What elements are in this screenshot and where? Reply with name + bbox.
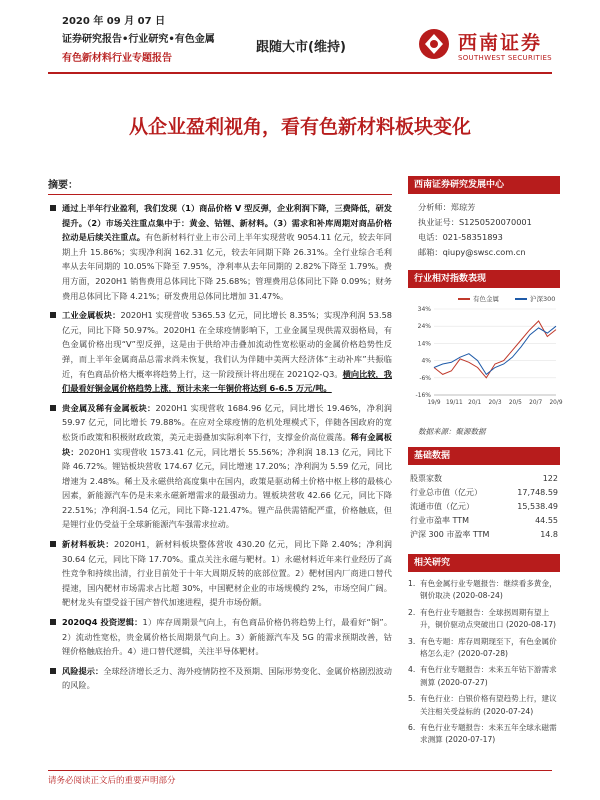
related-item-text: 有色专题：库存周期现至下，有色金属价格怎么走？(2020-07-28) [420, 636, 557, 658]
abstract-label: 摘要： [48, 176, 392, 195]
analyst-email[interactable]: 邮箱：qiupy@swsc.com.cn [418, 247, 526, 257]
related-heading: 相关研究 [408, 554, 560, 572]
y-tick-label: -16% [415, 392, 431, 399]
x-tick-label: 20/7 [529, 400, 543, 406]
abstract-paragraph [48, 201, 392, 303]
paragraph-body: 全球经济增长乏力、海外疫情防控不及预期、国际形势变化、金属价格剧烈波动的风险。 [62, 665, 392, 691]
sidebar [408, 176, 563, 751]
paragraph-lead: 风险提示： [62, 665, 104, 676]
paragraph-lead: 2020Q4 投资逻辑： [62, 617, 143, 628]
report-header [0, 0, 600, 88]
logo-text-cn: 西南证券 [458, 32, 543, 54]
abstract-section [48, 176, 392, 698]
basic-data-label: 沪深 300 市盈率 TTM [410, 530, 490, 540]
footer-disclaimer: 请务必阅读正文后的重要声明部分 [48, 776, 176, 786]
y-tick-label: 4% [421, 357, 431, 365]
report-subtitle: 有色新材料行业专题报告 [62, 53, 172, 64]
legend-swatch [515, 298, 527, 300]
related-item-number: 1. [408, 578, 416, 588]
x-tick-label: 20/9 [549, 400, 563, 406]
analyst-license: 执业证号：S1250520070001 [418, 217, 532, 227]
x-tick-label: 20/3 [488, 400, 502, 406]
legend-swatch [458, 298, 470, 300]
series-line [434, 321, 556, 378]
chart-legend [458, 294, 560, 303]
basic-data-table [408, 471, 560, 542]
header-divider [48, 72, 552, 74]
basic-data-value: 122 [542, 473, 558, 483]
related-research-item[interactable] [408, 578, 560, 603]
legend-label: 沪深300 [530, 295, 556, 303]
rating: 跟随大市(维持) [256, 40, 346, 55]
paragraph-lead-2: 稀有金属板块： [62, 431, 392, 457]
legend-item [515, 294, 555, 303]
basic-data-row [408, 485, 560, 499]
legend-item [458, 294, 499, 303]
basic-data-row [408, 528, 560, 542]
report-category: 证券研究报告•行业研究•有色金属 [62, 34, 215, 45]
paragraph-body: 2020H1 实现营收 1684.96 亿元，同比增长 19.46%，净利润 59.97 亿元，同比增长 79.88%。在应对全球疫情的危机处理模式下，伴随各国政府的宽松货币政策和积极财政政策，美元走弱叠加实际利率下行，支撑金价高位震荡。 [62, 402, 392, 442]
x-tick-label: 20/5 [508, 400, 522, 406]
basic-data-label: 行业市盈率 TTM [410, 516, 470, 526]
related-item-number: 6. [408, 723, 416, 732]
relative-index-chart [408, 294, 563, 422]
paragraph-lead: 工业金属板块： [62, 310, 121, 321]
footer-divider [48, 770, 552, 771]
abstract-paragraph [48, 664, 392, 693]
related-research-item[interactable] [408, 722, 560, 747]
paragraph-highlight: 横向比较，我们最看好铜金属价格趋势上涨，预计未来一年铜价将达到 6-6.5 万元/吨。 [62, 368, 392, 394]
y-tick-label: 34% [417, 306, 431, 313]
basic-data-label: 行业总市值（亿元） [410, 487, 482, 497]
bullet-icon [50, 541, 56, 547]
related-item-text: 有色行业专题报告：未来五年钴下游需求测算 (2020-07-27) [420, 665, 557, 687]
paragraph-body: 2020H1，新材料板块整体营收 430.20 亿元，同比下降 2.40%；净利润 30.64 亿元，同比下降 17.70%。重点关注永磁与靶材。1）永磁材料近年来行业经历了高性竞争和持续出清，行业目前处于十年大周期反转的底部位置。2）靶材国内厂商进口替代提速，国内靶材市场需求占比超 30%，中国靶材企业的市场规模约 2%，市场空间广阔。靶材龙头有望受益于国产替代加速进程，提升市场份额。 [62, 539, 392, 608]
chart-source: 数据来源：聚源数据 [418, 427, 486, 436]
basic-data-value: 17,748.59 [517, 487, 558, 497]
logo-emblem-icon [418, 28, 450, 60]
related-research-list [408, 578, 560, 747]
related-research-item[interactable] [408, 664, 560, 689]
chart-plot [408, 303, 563, 415]
abstract-paragraph [48, 401, 392, 532]
paragraph-body-2: 2020H1 实现营收 1573.41 亿元，同比增长 55.56%；净利润 18.13 亿元，同比下降 46.72%。锂钴板块营收 174.67 亿元，同比增速 17.20%；净利润为 5.59 亿元，同比增速为 2.48%。稀土及永磁供给高度集中在国内，政策是驱动稀土价格中枢上移的最核心因素，新能源汽车仍是未来永磁新增需求的最强动力。锂板块营收 42.66 亿元，同比下降 22.51%；净利润-1.54 亿元，同比下降-121.47%。锂产品供需错配严重，价格触底，但是锂行业仍受益于全球新能源汽车强需求拉动。 [62, 446, 392, 530]
bullet-icon [50, 668, 56, 674]
related-item-number: 3. [408, 636, 416, 646]
paragraph-body: 2020H1 实现营收 5365.53 亿元，同比增长 8.35%；实现净利润 53.58 亿元，同比下降 50.97%。2020H1 在全球疫情影响下，工业金属呈现供需双弱格局，有色金属价格出现“V”型反弹，这是由于供给冲击叠加流动性宽松驱动的金属价格趋势性反弹，而上半年金属商品总需求尚未恢复，我们认为伴随中美两大经济体“主动补库”共振临近，有色商品价格大概率将趋势上行，这一阶段预计将出现在 2021Q2-Q3。 [62, 310, 392, 379]
bullet-icon [50, 405, 56, 411]
bullet-icon [50, 205, 56, 211]
bullet-icon [50, 312, 56, 318]
related-item-text: 有色金属行业专题报告：继续看多黄金，钢价取决 (2020-08-24) [420, 578, 557, 601]
related-item-number: 5. [408, 694, 416, 704]
related-research-item[interactable] [408, 607, 560, 632]
basic-data-label: 流通市值（亿元） [410, 501, 474, 511]
logo-text-en: SOUTHWEST SECURITIES [458, 54, 552, 62]
bullet-icon [50, 619, 56, 625]
analyst-phone: 电话：021-58351893 [418, 232, 503, 242]
basic-data-value: 14.8 [540, 530, 558, 540]
paragraph-body: 有色新材料行业上市公司上半年实现营收 9054.11 亿元，较去年同期上升 15.86%；实现净利润 162.31 亿元，较去年同期下降 26.31%。全行业综合毛利率从去年同期的 10.05%下降至 7.95%，净利率从去年同期的 2.82%下降至 1.79%。费用方面，2020H1 销售费用总体同比下降 25.68%；管理费用总体同比下降 0.09%；财务费用总体同比下降 4.21%；研发费用总体同比增加 31.47%。 [62, 232, 392, 301]
related-item-number: 2. [408, 607, 416, 617]
basic-data-row [408, 499, 560, 513]
basic-data-heading: 基础数据 [408, 447, 560, 465]
y-tick-label: 24% [417, 323, 431, 331]
paragraph-lead: 新材料板块： [62, 539, 114, 550]
company-logo [418, 24, 558, 68]
analyst-info [408, 200, 560, 260]
related-research-item[interactable] [408, 636, 560, 661]
basic-data-value: 15,538.49 [517, 501, 558, 511]
related-item-number: 4. [408, 665, 416, 675]
chart-heading: 行业相对指数表现 [408, 270, 560, 288]
x-tick-label: 19/9 [427, 400, 441, 406]
related-item-text: 有色行业专题报告：未来五年全球永磁需求测算 (2020-07-17) [420, 723, 557, 745]
paragraph-body: 1）库存周期景气向上，有色商品价格仍将趋势上行，最看好“铜”。2）流动性宽松，贵金属价格长周期景气向上。3）新能源汽车及 5G 的需求预期改善，钴锂价格触底抬升。4）进口替代逻辑，关注半导体靶材。 [62, 617, 393, 657]
report-date: 2020 年 09 月 07 日 [62, 16, 166, 27]
related-item-text: 有色行业专题报告：全球拐周期有望上升，铜价驱动点突破出口 (2020-08-17) [420, 607, 557, 630]
series-line [434, 326, 556, 374]
basic-data-row [408, 514, 560, 528]
abstract-paragraph [48, 537, 392, 610]
analyst-name: 分析师：郑琼芳 [418, 202, 476, 212]
legend-label: 有色金属 [473, 295, 499, 303]
paragraph-lead: 贵金属及稀有金属板块： [62, 402, 156, 413]
y-tick-label: -6% [419, 374, 431, 382]
y-tick-label: 14% [417, 340, 431, 348]
abstract-paragraph [48, 308, 392, 396]
related-research-item[interactable] [408, 693, 560, 718]
x-tick-label: 20/1 [468, 400, 482, 406]
report-title: 从企业盈利视角，看有色新材料板块变化 [128, 116, 471, 138]
x-tick-label: 19/11 [445, 400, 463, 406]
paragraph-lead: 通过上半年行业盈利，我们发现（1）商品价格 V 型反弹，企业利润下降，三费降低，研发提升。（2）市场关注重点集中于：黄金、钴锂、新材料。（3）需求和补库周期对商品价格拉动是后续关注重点。 [62, 203, 392, 243]
team-heading: 西南证券研究发展中心 [408, 176, 560, 194]
abstract-paragraph [48, 615, 392, 659]
related-item-text: 有色行业：白银价格有望趋势上行，建议关注相关受益标的 (2020-07-24) [420, 694, 557, 716]
basic-data-value: 44.55 [535, 516, 558, 526]
basic-data-row [408, 471, 560, 485]
basic-data-label: 股票家数 [410, 473, 442, 483]
